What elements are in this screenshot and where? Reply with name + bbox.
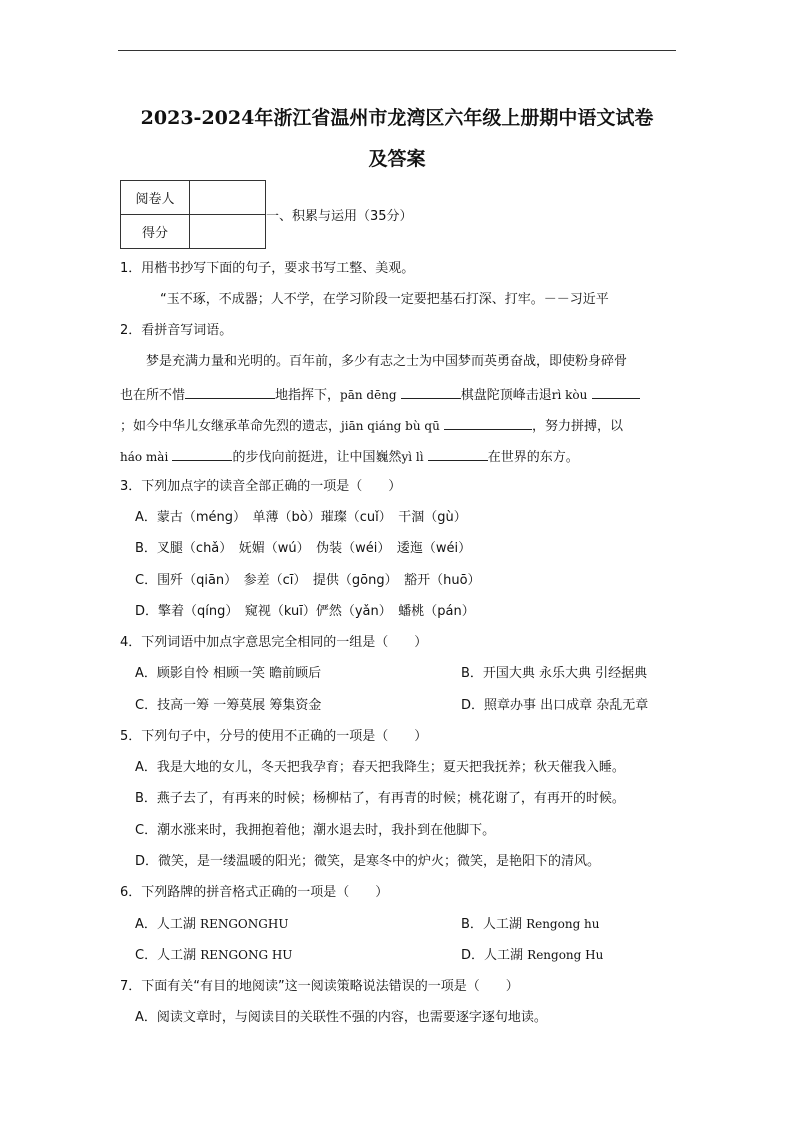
pinyin-prompt: pān dēng <box>340 388 397 402</box>
question-5-option-d[interactable]: D．微笑，是一缕温暖的阳光；微笑，是寒冬中的炉火；微笑，是艳阳下的清风。 <box>135 854 601 869</box>
text-segment: 地指挥下， <box>275 388 341 403</box>
question-5-option-b[interactable]: B．燕子去了，有再来的时候；杨柳枯了，有再青的时候；桃花谢了，有再开的时候。 <box>135 791 625 806</box>
question-2-line-2 <box>120 385 640 405</box>
pinyin-prompt: háo mài <box>120 450 169 464</box>
score-label: 得分 <box>121 215 190 249</box>
grading-table <box>120 180 266 249</box>
question-4-option-a[interactable]: A．顾影自怜 相顾一笑 瞻前顾后 <box>135 666 322 681</box>
text-segment: 也在所不惜 <box>120 388 186 403</box>
option-pinyin: Rengong Hu <box>527 948 604 962</box>
answer-blank[interactable] <box>592 385 640 399</box>
question-1-stem: 1．用楷书抄写下面的句子，要求书写工整、美观。 <box>120 261 415 276</box>
question-5-option-c[interactable]: C．潮水涨来时，我拥抱着他；潮水退去时，我扑到在他脚下。 <box>135 823 496 838</box>
question-7-stem: 7．下面有关“有目的地阅读”这一阅读策略说法错误的一项是（ ） <box>120 979 519 994</box>
pinyin-prompt: yì lì <box>401 450 424 464</box>
text-segment: 的步伐向前挺进，让中国巍然 <box>232 450 402 465</box>
question-6-option-c[interactable] <box>135 946 292 965</box>
option-label: A．人工湖 <box>135 917 196 932</box>
question-2-line-3 <box>120 416 623 436</box>
question-6-option-b[interactable] <box>461 915 600 934</box>
question-6-option-d[interactable] <box>461 946 603 965</box>
question-2-stem: 2．看拼音写词语。 <box>120 323 233 338</box>
question-2-line-1: 梦是充满力量和光明的。百年前，多少有志之士为中国梦而英勇奋战，即使粉身碎骨 <box>146 354 628 369</box>
question-4-option-b[interactable]: B．开国大典 永乐大典 引经据典 <box>461 666 648 681</box>
question-4-stem: 4．下列词语中加点字意思完全相同的一组是（ ） <box>120 635 428 650</box>
question-6-option-a[interactable] <box>135 915 288 934</box>
option-label: C．人工湖 <box>135 948 197 963</box>
question-7-option-a[interactable]: A．阅读文章时，与阅读目的关联性不强的内容，也需要逐字逐句地读。 <box>135 1010 547 1025</box>
question-3-option-c[interactable]: C．围歼（qiān） 参差（cī） 提供（gōng） 豁开（huō） <box>135 573 481 588</box>
pinyin-prompt: rì kòu <box>551 388 588 402</box>
option-label: D．人工湖 <box>461 948 524 963</box>
option-pinyin: Rengong hu <box>526 917 600 931</box>
question-5-option-a[interactable]: A．我是大地的女儿，冬天把我孕育；春天把我降生；夏天把我抚养；秋天催我入睡。 <box>135 760 625 775</box>
pinyin-prompt: jiān qiáng bù qū <box>341 419 440 433</box>
answer-blank[interactable] <box>444 416 532 430</box>
question-4-option-c[interactable]: C．技高一筹 一筹莫展 筹集资金 <box>135 698 322 713</box>
question-4-option-d[interactable]: D．照章办事 出口成章 杂乱无章 <box>461 698 649 713</box>
text-segment: ，努力拼搏，以 <box>531 419 623 434</box>
question-1-quote: “玉不琢，不成器；人不学，在学习阶段一定要把基石打深、打牢。－－习近平 <box>160 292 609 307</box>
option-label: B．人工湖 <box>461 917 522 932</box>
option-pinyin: RENGONG HU <box>200 948 293 962</box>
question-3-stem: 3．下列加点字的读音全部正确的一项是（ ） <box>120 479 402 494</box>
text-segment: 棋盘陀顶峰击退 <box>460 388 552 403</box>
reviewer-label: 阅卷人 <box>121 181 190 215</box>
answer-blank[interactable] <box>172 447 232 461</box>
section-heading: 一、积累与运用（35分） <box>266 209 413 224</box>
question-3-option-a[interactable]: A．蒙古（méng） 单薄（bò）璀璨（cuǐ） 干涸（gù） <box>135 510 467 525</box>
option-pinyin: RENGONGHU <box>200 917 289 931</box>
text-segment: ；如今中华儿女继承革命先烈的遗志， <box>120 419 342 434</box>
question-3-option-b[interactable]: B．叉腿（chǎ） 妩媚（wú） 伪装（wéi） 逶迤（wéi） <box>135 541 472 556</box>
page-title: 2023-2024年浙江省温州市龙湾区六年级上册期中语文试卷 <box>140 107 654 129</box>
header-rule <box>118 50 676 51</box>
score-box <box>190 215 266 249</box>
text-segment: 在世界的东方。 <box>487 450 579 465</box>
question-2-line-4 <box>120 447 579 467</box>
reviewer-box <box>190 181 266 215</box>
answer-blank[interactable] <box>185 385 275 399</box>
answer-blank[interactable] <box>401 385 461 399</box>
question-5-stem: 5．下列句子中，分号的使用不正确的一项是（ ） <box>120 729 428 744</box>
question-3-option-d[interactable]: D．擎着（qíng） 窥视（kuī）俨然（yǎn） 蟠桃（pán） <box>135 604 475 619</box>
page-title-continued: 及答案 <box>368 148 426 170</box>
answer-blank[interactable] <box>428 447 488 461</box>
question-6-stem: 6．下列路牌的拼音格式正确的一项是（ ） <box>120 885 389 900</box>
